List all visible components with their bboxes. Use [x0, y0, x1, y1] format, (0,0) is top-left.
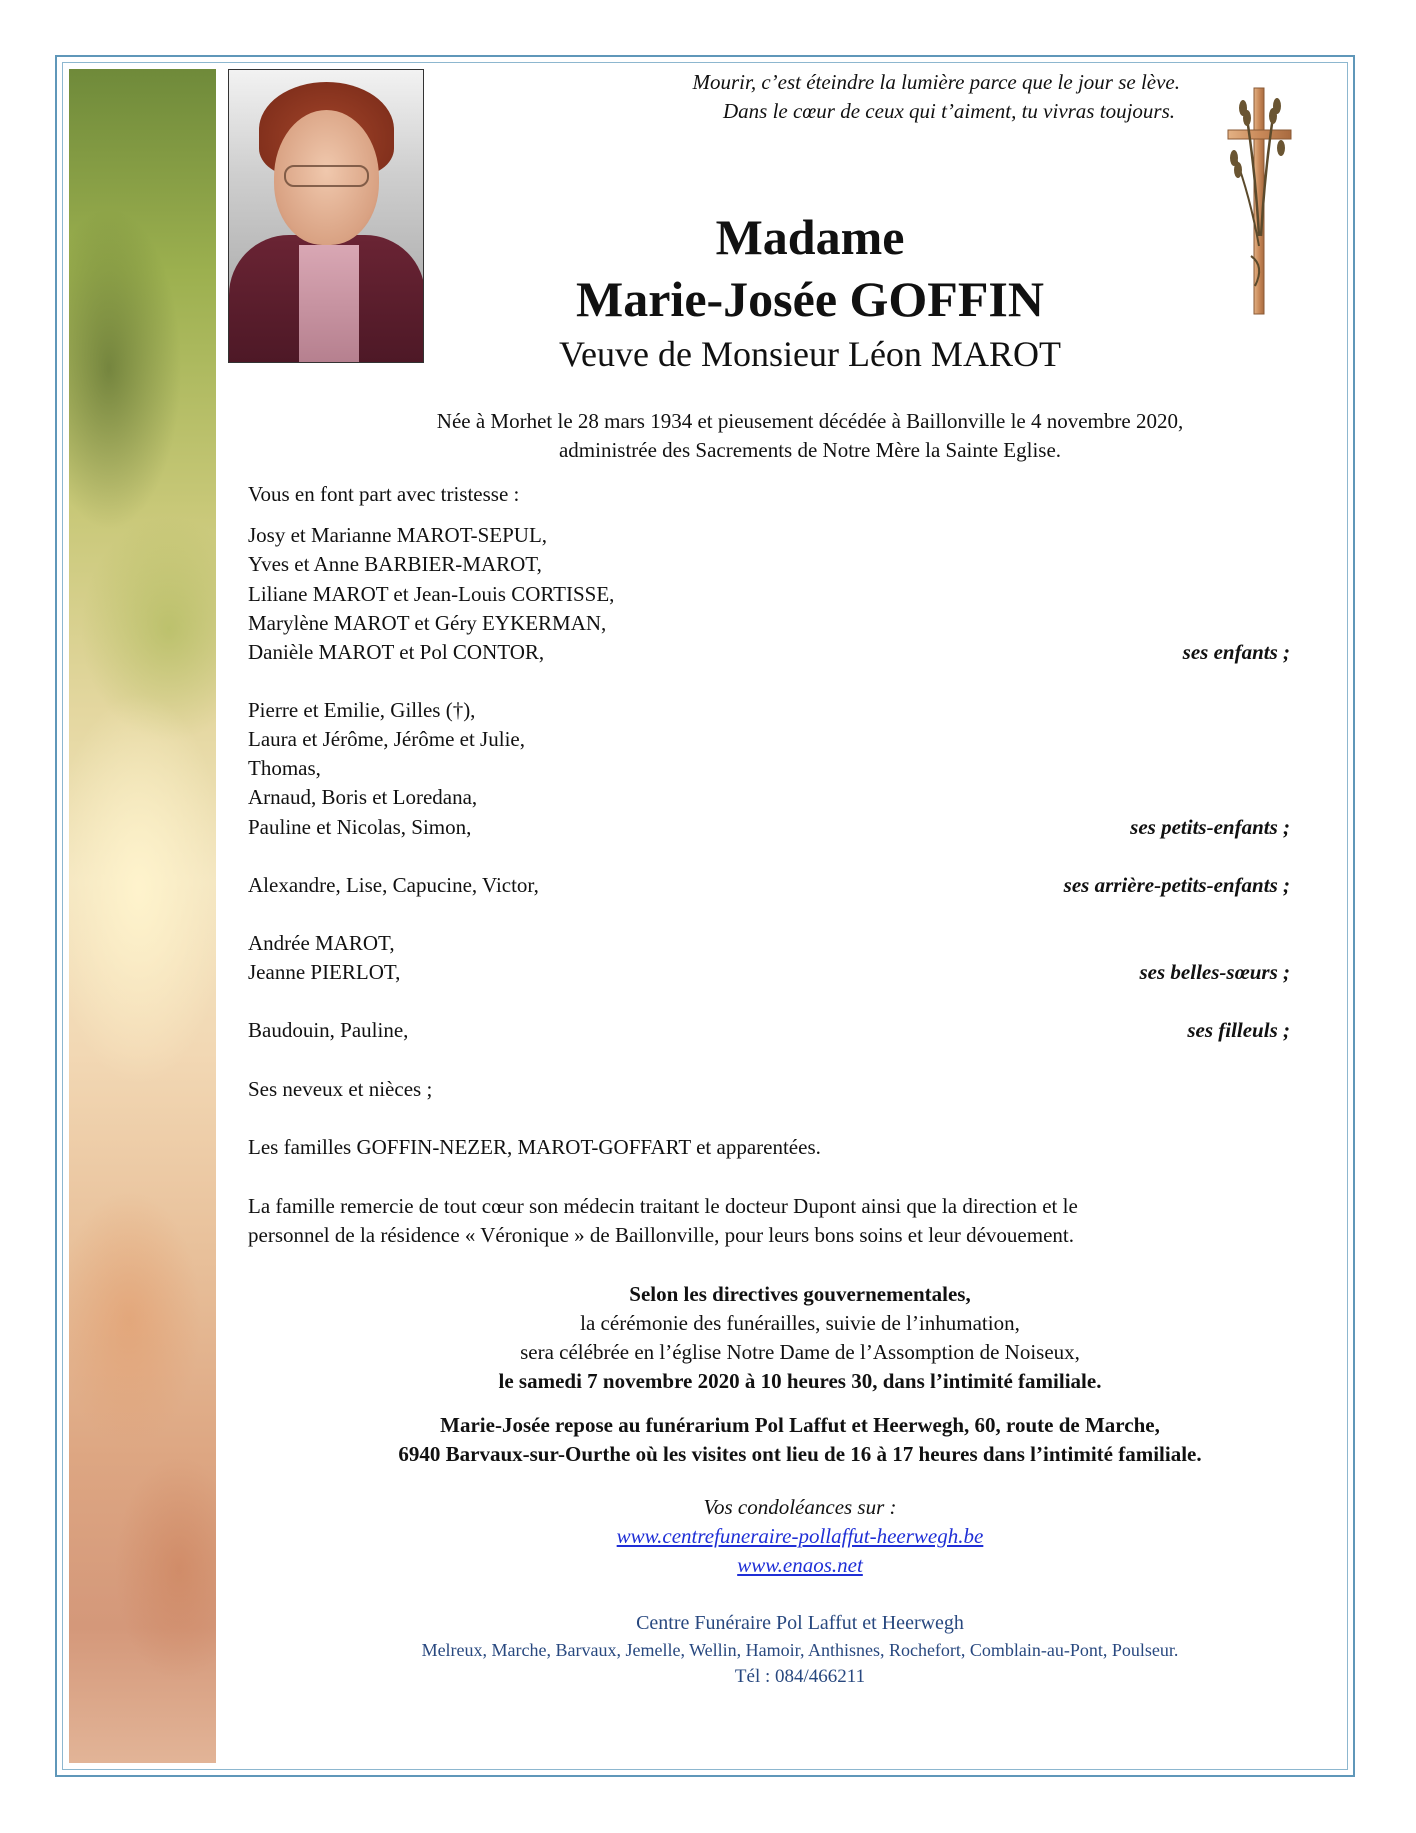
title-madame: Madame	[715, 209, 905, 265]
family-name: Jeanne PIERLOT,	[248, 960, 401, 984]
family-name: Yves et Anne BARBIER-MAROT,	[248, 552, 542, 576]
enaos-link[interactable]: www.enaos.net	[737, 1553, 863, 1577]
family-name: Pauline et Nicolas, Simon,	[248, 815, 472, 839]
thanks-line-1: La famille remercie de tout cœur son médecin traitant le docteur Dupont ainsi que la direction et le	[248, 1194, 1078, 1218]
family-name: Baudouin, Pauline,	[248, 1018, 409, 1042]
family-name: Alexandre, Lise, Capucine, Victor,	[248, 873, 539, 897]
portrait-photo	[228, 69, 424, 363]
family-name: Liliane MAROT et Jean-Louis CORTISSE,	[248, 582, 615, 606]
relation-label: ses enfants ;	[1182, 640, 1290, 664]
ceremony-line-3: sera célébrée en l’église Notre Dame de l’Assomption de Noiseux,	[520, 1340, 1080, 1364]
ceremony-date: le samedi 7 novembre 2020 à 10 heures 30, dans l’intimité familiale.	[498, 1369, 1102, 1393]
intro-text: Vous en font part avec tristesse :	[248, 482, 520, 506]
forest-path-image	[69, 69, 216, 1763]
footer-phone: Tél : 084/466211	[734, 1666, 866, 1687]
family-name: Danièle MAROT et Pol CONTOR,	[248, 640, 545, 664]
relation-label: ses arrière-petits-enfants ;	[1063, 873, 1290, 897]
cross-with-wheat-icon	[1225, 86, 1295, 316]
quote-line-1: Mourir, c’est éteindre la lumière parce que le jour se lève.	[692, 70, 1180, 94]
birth-death-line-1: Née à Morhet le 28 mars 1934 et pieusement décédée à Baillonville le 4 novembre 2020,	[436, 409, 1184, 433]
thanks-line-2: personnel de la résidence « Véronique » de Baillonville, pour leurs bons soins et leur dévouement.	[248, 1223, 1074, 1247]
family-name: Thomas,	[248, 756, 321, 780]
deceased-name: Marie-Josée GOFFIN	[576, 271, 1044, 327]
ceremony-line-2: la cérémonie des funérailles, suivie de l’inhumation,	[580, 1311, 1020, 1335]
family-name: Pierre et Emilie, Gilles (†),	[248, 698, 476, 722]
relation-label: ses petits-enfants ;	[1130, 815, 1290, 839]
family-name: Marylène MAROT et Géry EYKERMAN,	[248, 611, 607, 635]
footer-locations: Melreux, Marche, Barvaux, Jemelle, Wellin, Hamoir, Anthisnes, Rochefort, Comblain-au-Pont, Poulseur.	[421, 1640, 1179, 1660]
nephews-line: Ses neveux et nièces ;	[248, 1077, 433, 1101]
family-name: Andrée MAROT,	[248, 931, 395, 955]
quote-line-2: Dans le cœur de ceux qui t’aiment, tu vivras toujours.	[722, 99, 1175, 123]
birth-death-line-2: administrée des Sacrements de Notre Mère la Sainte Eglise.	[558, 438, 1062, 462]
families-line: Les familles GOFFIN-NEZER, MAROT-GOFFART et apparentées.	[248, 1135, 821, 1159]
footer-company: Centre Funéraire Pol Laffut et Heerwegh	[636, 1612, 964, 1634]
relation-label: ses filleuls ;	[1187, 1018, 1290, 1042]
widow-of: Veuve de Monsieur Léon MAROT	[559, 334, 1061, 374]
family-name: Arnaud, Boris et Loredana,	[248, 785, 478, 809]
condolences-label: Vos condoléances sur :	[703, 1495, 897, 1519]
visitation-line-2: 6940 Barvaux-sur-Ourthe où les visites ont lieu de 16 à 17 heures dans l’intimité familiale.	[398, 1442, 1202, 1466]
family-name: Laura et Jérôme, Jérôme et Julie,	[248, 727, 525, 751]
ceremony-line-1: Selon les directives gouvernementales,	[629, 1282, 971, 1306]
visitation-line-1: Marie-Josée repose au funérarium Pol Laffut et Heerwegh, 60, route de Marche,	[440, 1413, 1160, 1437]
funeral-home-link[interactable]: www.centrefuneraire-pollaffut-heerwegh.be	[616, 1524, 984, 1548]
relation-label: ses belles-sœurs ;	[1139, 960, 1290, 984]
family-name: Josy et Marianne MAROT-SEPUL,	[248, 523, 548, 547]
